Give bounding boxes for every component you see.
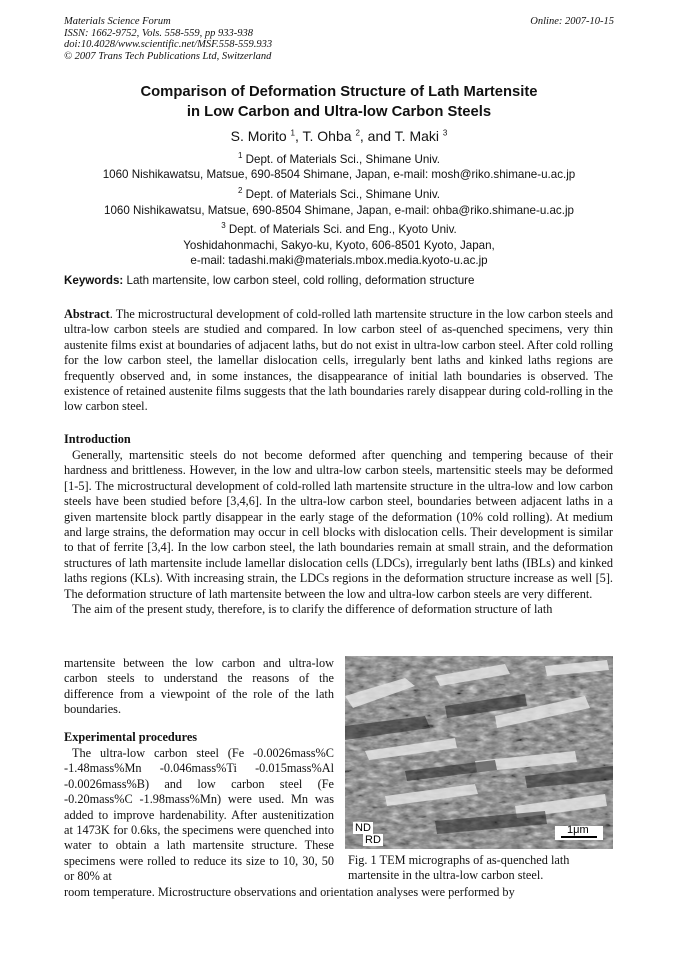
introduction-body bbox=[64, 448, 613, 617]
keywords bbox=[64, 274, 624, 287]
rd-label: RD bbox=[365, 834, 381, 846]
author-1: S. Morito bbox=[230, 128, 291, 144]
doi: doi:10.4028/www.scientific.net/MSF.558-559.933 bbox=[64, 39, 273, 50]
abstract-label: Abstract bbox=[64, 307, 110, 321]
paper-title bbox=[0, 82, 678, 122]
scale-bar bbox=[561, 836, 597, 838]
abstract bbox=[64, 307, 613, 415]
author-3: , and T. Maki bbox=[359, 128, 443, 144]
introduction-heading: Introduction bbox=[64, 432, 131, 446]
introduction-paragraph-1: Generally, martensitic steels do not become deformed after quenching and tempering because of their hardness and brittleness. However, in the low and ultra-low carbon steels, martensitic steels may be deformed [1-5]. The microstructural development of cold-rolled lath martensite structure in the ultra-low and low carbon steels have been studied before [3,4,6]. In the ultra-low carbon steel, boundaries between adjacent laths in a given martensite block partly disappear in the early stage of the deformation (10% cold rolling). At medium and large strains, the deformation may occur in cell blocks with dislocation cells. Their development is similar to that of ferrite [3,4]. In the low carbon steel, the lath boundaries remain at small strain, and the deformation structures of lath martensite include lamellar dislocation cells (LDCs), irregularly bent laths (IBLs) and kinked laths regions (KLs). With increasing strain, the LDCs regions in the deformation structure increase as well [5]. The deformation structure of lath martensite between the low and ultra-low carbon steels are very different. bbox=[64, 448, 613, 601]
micrograph-image bbox=[345, 656, 613, 849]
nd-label: ND bbox=[355, 822, 371, 834]
affiliation-2-address: 1060 Nishikawatsu, Matsue, 690-8504 Shimane, Japan, e-mail: ohba@riko.shimane-u.ac.jp bbox=[104, 203, 574, 217]
introduction-paragraph-2-continued: martensite between the low carbon and ultra-low carbon steels to understand the reasons of the difference from a viewpoint of the role of the lath boundaries. bbox=[64, 656, 334, 717]
online-date: Online: 2007-10-15 bbox=[530, 16, 614, 27]
title-line-2: in Low Carbon and Ultra-low Carbon Steels bbox=[186, 104, 492, 120]
figure-caption: Fig. 1 TEM micrographs of as-quenched lath martensite in the ultra-low carbon steel. bbox=[348, 853, 570, 883]
keywords-label: Keywords: bbox=[64, 274, 124, 287]
copyright: © 2007 Trans Tech Publications Ltd, Switzerland bbox=[64, 50, 272, 62]
keywords-text: Lath martensite, low carbon steel, cold rolling, deformation structure bbox=[123, 274, 475, 287]
journal-name: Materials Science Forum bbox=[64, 16, 171, 27]
journal-header bbox=[64, 16, 272, 62]
affiliation-3-email: e-mail: tadashi.maki@materials.mbox.media.kyoto-u.ac.jp bbox=[190, 254, 488, 268]
experimental-paragraph-1: The ultra-low carbon steel (Fe -0.0026mass%C -1.48mass%Mn -0.046mass%Ti -0.015mass%Al -0.0026mass%B) and low carbon steel (Fe -0.20mass%C -1.98mass%Mn) were used. Mn was added to improve hardenability. After austenitization at 1473K for 0.6ks, the specimens were quenched into water to obtain a lath martensite structure. These specimens were rolled to reduce its size to 10, 30, 50 or 80% at bbox=[64, 746, 334, 884]
author-1-sup: 1 bbox=[290, 128, 295, 138]
affiliation-3-dept: $^3$ Dept. of Materials Sci. and Eng., Kyoto Univ. bbox=[221, 221, 457, 236]
author-2: , T. Ohba bbox=[294, 128, 356, 144]
affiliations bbox=[0, 148, 678, 269]
author-2-sup: 2 bbox=[355, 128, 360, 138]
introduction-paragraph-2: The aim of the present study, therefore, is to clarify the difference of deformation structure of lath bbox=[72, 602, 553, 617]
title-line-1: Comparison of Deformation Structure of Lath Martensite bbox=[140, 84, 538, 100]
abstract-text: . The microstructural development of cold-rolled lath martensite structure in the low carbon steels and ultra-low carbon steels are studied and compared. In low carbon steel of as-quenched specimens, very thin austenite films exist at boundaries of adjacent laths, but do not exist in ultra-low carbon steel. After cold rolling for the low carbon steel, the lamellar dislocation cells, irregularly bent laths and kinked laths regions are frequently observed and, in some instances, the disappearance of initial lath boundaries is observed. The existence of retained austenite films suggests that the lath boundaries rarely disappear during cold-rolling in the low carbon steel. bbox=[64, 307, 613, 414]
experimental-heading: Experimental procedures bbox=[64, 730, 198, 744]
experimental-body bbox=[64, 746, 334, 885]
scale-label: 1μm bbox=[567, 824, 589, 836]
author-3-sup: 3 bbox=[442, 128, 448, 138]
author-list bbox=[0, 128, 678, 144]
affiliation-2-dept: $^2$ Dept. of Materials Sci., Shimane Univ. bbox=[237, 186, 441, 201]
affiliation-1-dept: $^1$ Dept. of Materials Sci., Shimane Univ. bbox=[237, 151, 441, 166]
scale-bar-box bbox=[555, 826, 603, 840]
affiliation-1-address: 1060 Nishikawatsu, Matsue, 690-8504 Shimane, Japan, e-mail: mosh@riko.shimane-u.ac.jp bbox=[102, 168, 576, 182]
tem-micrograph bbox=[345, 656, 613, 849]
affiliation-3-address: Yoshidahonmachi, Sakyo-ku, Kyoto, 606-8501 Kyoto, Japan, bbox=[183, 238, 495, 252]
experimental-last-line: room temperature. Microstructure observations and orientation analyses were performed by bbox=[64, 885, 515, 899]
issn: ISSN: 1662-9752, Vols. 558-559, pp 933-938 bbox=[64, 27, 253, 39]
